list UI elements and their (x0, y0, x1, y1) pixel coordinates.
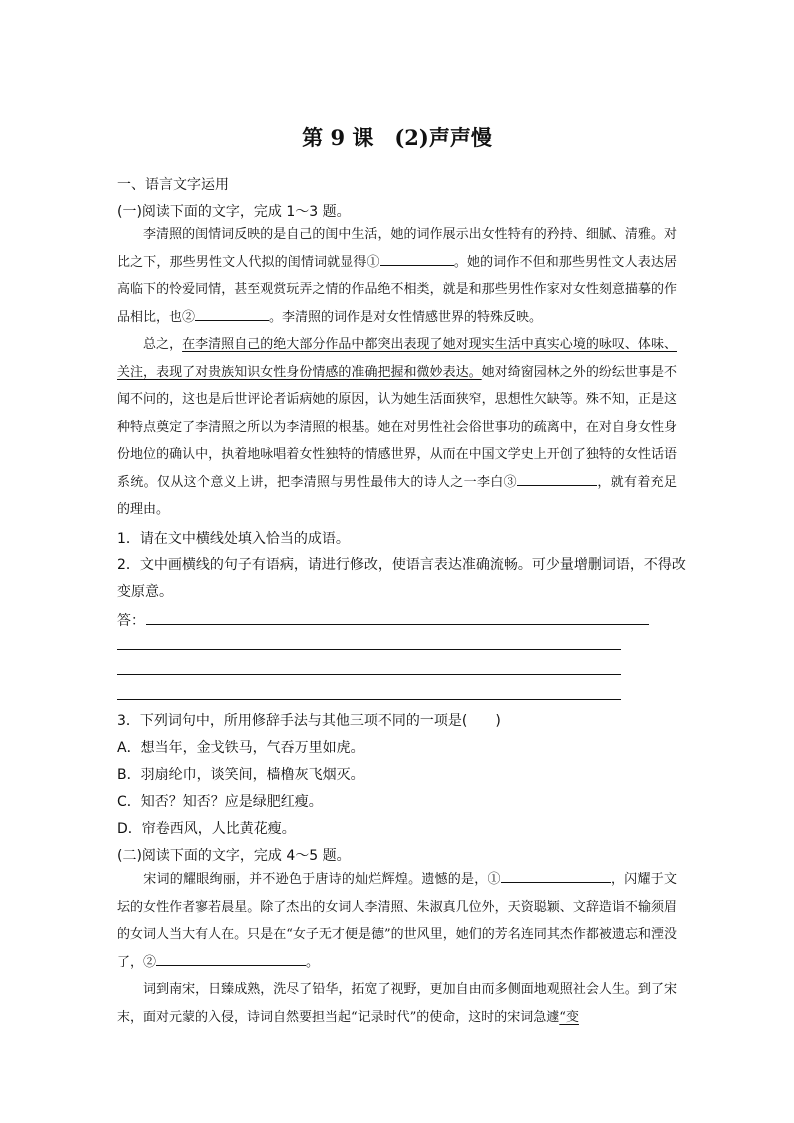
part1-paragraph-1: 李清照的闺情词反映的是自己的闺中生活，她的词作展示出女性特有的矜持、细腻、清雅。对比之下，那些男性文人代拟的闺情词就显得① 。她的词作不但和那些男性文人表达居高临下的怜爱同情，甚至观赏玩弄之情的作品绝不相类，就是和那些男性作家对女性刻意描摹的作品相比，也② 。李清照的词作是对女性情感世界的特殊反映。 (117, 227, 677, 325)
option-b[interactable]: B．羽扇纶巾，谈笑间，樯橹灰飞烟灭。 (117, 767, 365, 783)
blank-2[interactable] (195, 306, 269, 321)
part2-paragraph-2: 词到南宋，日臻成熟，洗尽了铅华，拓宽了视野，更加自由而多侧面地观照社会人生。到了宋末，面对元蒙的入侵，诗词自然要担当起“记录时代”的使命，这时的宋词急遽“变 (117, 982, 677, 1025)
question-1: 1．请在文中横线处填入恰当的成语。 (117, 531, 350, 547)
blank-4[interactable] (501, 868, 611, 883)
question-2-line-1: 2．文中画横线的句子有语病，请进行修改，使语言表达准确流畅。可少量增删词语，不得改 (117, 557, 686, 573)
option-a[interactable]: A．想当年，金戈铁马，气吞万里如虎。 (117, 740, 365, 756)
option-c[interactable]: C．知否？知否？应是绿肥红瘦。 (117, 794, 323, 810)
part2-paragraph-1: 宋词的耀眼绚丽，并不逊色于唐诗的灿烂辉煌。遗憾的是，① ，闪耀于文坛的女性作者寥若晨星。除了杰出的女词人李清照、朱淑真几位外，天资聪颖、文辞造诣不输须眉的女词人当大有人在。只是在“女子无才便是德”的世风里，她们的芳名连同其杰作都被遗忘和湮没了，② 。 (117, 866, 677, 976)
option-d[interactable]: D．帘卷西风，人比黄花瘦。 (117, 821, 296, 837)
underlined-fragment: “变 (559, 1009, 579, 1025)
blank-5[interactable] (156, 951, 306, 966)
answer-line[interactable] (117, 649, 621, 650)
blank-1[interactable] (380, 251, 454, 266)
answer-line[interactable] (117, 699, 621, 700)
question-3: 3．下列词句中，所用修辞手法与其他三项不同的一项是( ) (117, 713, 501, 729)
underlined-sentence: 在李清照自己的绝大部分作品中都突出表现了她对现实生活中真实心境的咏叹、体味、关注，表现了对贵族知识女性身份情感的准确把握和微妙表达。 (117, 337, 677, 380)
part1-instruction: (一)阅读下面的文字，完成 1～3 题。 (117, 204, 351, 220)
page-title: 第 9 课 (2)声声慢 (302, 125, 492, 150)
blank-3[interactable] (517, 471, 597, 486)
answer-line[interactable] (117, 674, 621, 675)
question-2-line-2: 变原意。 (117, 584, 173, 600)
answer-line[interactable] (146, 624, 649, 625)
answer-label: 答： (117, 613, 145, 629)
part2-instruction: (二)阅读下面的文字，完成 4～5 题。 (117, 848, 351, 864)
part1-paragraph-2: 总之，在李清照自己的绝大部分作品中都突出表现了她对现实生活中真实心境的咏叹、体味、关注，表现了对贵族知识女性身份情感的准确把握和微妙表达。她对绮窗园林之外的纷纭世事是不闻不问的，这也是后世评论者诟病她的原因，认为她生活面狭窄，思想性欠缺等。殊不知，正是这种特点奠定了李清照之所以为李清照的根基。她在对男性社会俗世事功的疏离中，在对自身女性身份地位的确认中，执着地咏唱着女性独特的情感世界，从而在中国文学史上开创了独特的女性话语系统。仅从这个意义上讲，把李清照与男性最伟大的诗人之一李白③ ，就有着充足的理由。 (117, 337, 677, 517)
section-heading: 一、语言文字运用 (117, 177, 229, 193)
